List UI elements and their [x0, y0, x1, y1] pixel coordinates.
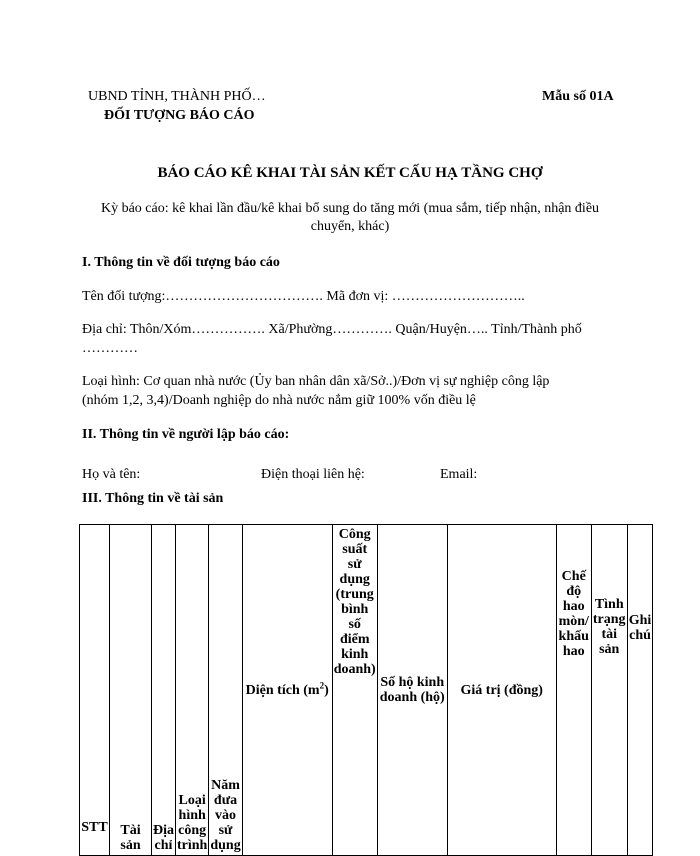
address-line2: ………… [82, 341, 138, 356]
col-address: Địa chỉ [152, 525, 176, 856]
col-note: Ghi chú [627, 525, 653, 856]
section2-heading: II. Thông tin về người lập báo cáo: [82, 427, 290, 442]
document-title: BÁO CÁO KÊ KHAI TÀI SẢN KẾT CẤU HẠ TẦNG CHỢ [157, 165, 543, 181]
col-households: Số hộ kinh doanh (hộ) [377, 525, 447, 856]
col-area-sup: 2 [319, 679, 325, 690]
entity-name-line: Tên đối tượng:……………………………. Mã đơn vị: ……………………….. [82, 289, 525, 304]
section1-heading: I. Thông tin về đối tượng báo cáo [82, 255, 280, 270]
full-name-label: Họ và tên: [82, 467, 141, 482]
col-area-label: Diện tích (m [245, 682, 320, 698]
col-capacity: Công suất sử dụng (trung bình số điểm kinh doanh) [332, 525, 377, 856]
col-year-in-use: Năm đưa vào sử dụng [209, 525, 242, 856]
col-stt: STT [80, 525, 110, 856]
col-status: Tình trạng tài sản [591, 525, 627, 856]
entity-type-line2: (nhóm 1,2, 3,4)/Doanh nghiệp do nhà nước nắm giữ 100% vốn điều lệ [82, 393, 476, 408]
col-area [242, 525, 332, 856]
col-depreciation: Chế độ hao mòn/ khấu hao [556, 525, 591, 856]
entity-type-line1: Loại hình: Cơ quan nhà nước (Ủy ban nhân dân xã/Sở..)/Đơn vị sự nghiệp công lập [82, 374, 550, 389]
col-value: Giá trị (đồng) [447, 525, 556, 856]
section3-heading: III. Thông tin về tài sản [82, 491, 224, 506]
report-period-line2: chuyển, khác) [310, 219, 390, 234]
address-line1: Địa chỉ: Thôn/Xóm……………. Xã/Phường…………. Quận/Huyện….. Tỉnh/Thành phố [82, 322, 582, 337]
asset-table [79, 524, 653, 856]
col-market-type: Loại hình công trình [176, 525, 209, 856]
table-header-row [80, 525, 653, 856]
email-label: Email: [440, 467, 478, 482]
col-asset-name: Tài sản [110, 525, 152, 856]
report-period-line1: Kỳ báo cáo: kê khai lần đầu/kê khai bổ sung do tăng mới (mua sắm, tiếp nhận, nhận điều [100, 201, 600, 216]
authority-name: UBND TỈNH, THÀNH PHỐ… [88, 89, 266, 104]
col-area-close: ) [324, 682, 329, 698]
reporting-subject: ĐỐI TƯỢNG BÁO CÁO [104, 108, 255, 123]
form-number: Mẫu số 01A [542, 89, 614, 104]
phone-label: Điện thoại liên hệ: [261, 467, 365, 482]
